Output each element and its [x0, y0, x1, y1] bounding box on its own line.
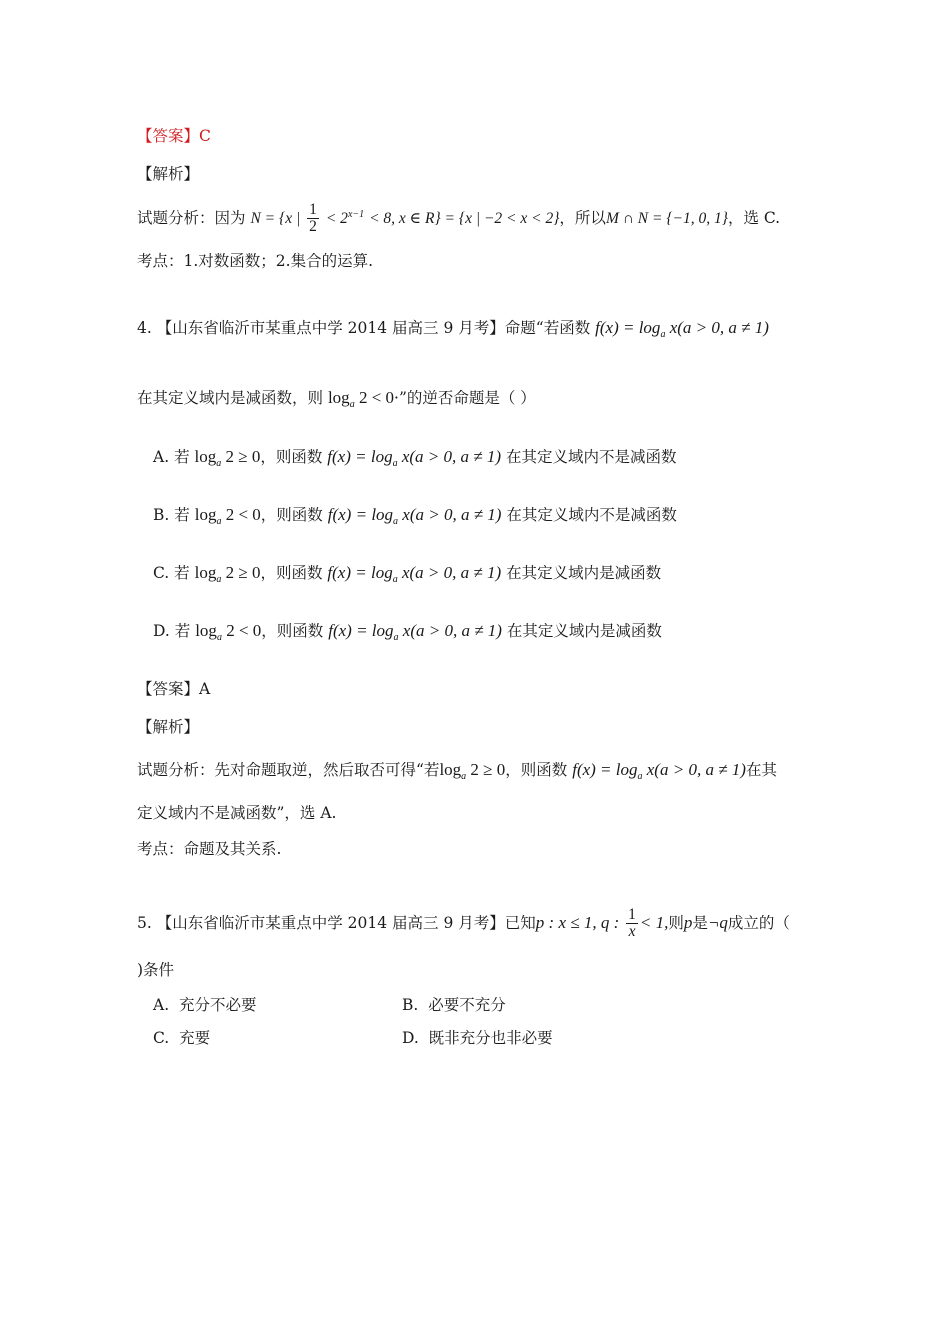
q5-source: 【山东省临沂市某重点中学 2014 届高三 9 月考】: [156, 913, 505, 932]
so-text: ，所以: [559, 208, 606, 227]
q4-analysis-line1: 试题分析：先对命题取逆，然后取否可得“若$\log_a 2 \ge 0$，则函数 $f(x) = \log_a x(a > 0$, a ≠ 1)在其: [137, 760, 777, 782]
q4-option-b: B. 若 $\log_a 2 < 0$，则函数 $f(x) = \log_a x(a > 0$, a ≠ 1) 在其定义域内不是减函数: [153, 505, 677, 527]
q3-answer: [137, 127, 211, 146]
answer-label: 【答案】: [137, 680, 200, 698]
q4-stem-line1: [137, 318, 769, 341]
ineq-rest: < 8, x ∈ R} = {x | −2 < x < 2}: [369, 209, 560, 227]
answer-label: 【答案】: [137, 127, 200, 145]
q4-analysis-line2: 定义域内不是减函数”，选 A.: [137, 804, 337, 822]
q4-source: 【山东省临沂市某重点中学 2014 届高三 9 月考】: [156, 319, 505, 337]
q4-stem-line2: [137, 388, 536, 411]
analysis-text: 试题分析：因为: [137, 208, 246, 227]
q5-number: 5.: [137, 913, 152, 932]
q3-kaodian: 考点：1.对数函数；2.集合的运算.: [137, 252, 374, 270]
q4-stem-text: 命题“若函数: [504, 319, 591, 337]
q5-option-c: C. 充要: [153, 1029, 211, 1047]
q3-analysis: [137, 202, 780, 236]
q5-stem-line2: )条件: [137, 961, 175, 979]
q4-analysis-label: 【解析】: [137, 718, 200, 736]
q5-option-a: A. 充分不必要: [153, 996, 257, 1014]
q4-func: $f(x) = \log_a x(a > 0$, a ≠ 1): [595, 318, 769, 340]
fraction-half: $\frac{1}{2}$: [309, 201, 317, 236]
q4-kaodian: 考点：命题及其关系.: [137, 840, 282, 858]
answer-value: A: [199, 680, 211, 698]
q4-option-c: C. 若 $\log_a 2 \ge 0$，则函数 $f(x) = \log_a x(a > 0$, a ≠ 1) 在其定义域内是减函数: [153, 563, 662, 585]
q5-option-b: B. 必要不充分: [402, 996, 506, 1014]
q5-stem-line1: 5. 【山东省临沂市某重点中学 2014 届高三 9 月考】已知p : x ≤ 1, q : $\frac{1}{x}$ < 1,则p是¬q成立的（: [137, 906, 790, 941]
q3-analysis-label: 【解析】: [137, 165, 200, 183]
q4-answer: [137, 680, 210, 699]
q5-option-d: D. 既非充分也非必要: [402, 1029, 553, 1047]
q4-option-d: D. 若 $\log_a 2 < 0$，则函数 $f(x) = \log_a x(a > 0$, a ≠ 1) 在其定义域内是减函数: [153, 621, 662, 643]
intersection: M ∩ N = {−1, 0, 1}: [605, 209, 728, 227]
q4-stem-text2: 在其定义域内是减函数，则: [137, 389, 324, 407]
q4-stem-text3: ·”的逆否命题是（ ）: [394, 389, 536, 407]
choose-text: ，选 C.: [727, 208, 781, 227]
set-N-lhs: N = {x |: [250, 209, 301, 227]
q4-option-a: A. 若 $\log_a 2 \ge 0$，则函数 $f(x) = \log_a x(a > 0$, a ≠ 1) 在其定义域内不是减函数: [153, 447, 677, 469]
q4-number: 4.: [137, 319, 152, 337]
fraction-one-over-x: $\frac{1}{x}$: [628, 906, 636, 941]
answer-value: C: [199, 127, 211, 145]
q4-stem-log: $\log_a 2 < 0$: [327, 388, 395, 410]
ineq-mid: < 2: [325, 209, 348, 227]
exponent: x−1: [347, 208, 365, 220]
